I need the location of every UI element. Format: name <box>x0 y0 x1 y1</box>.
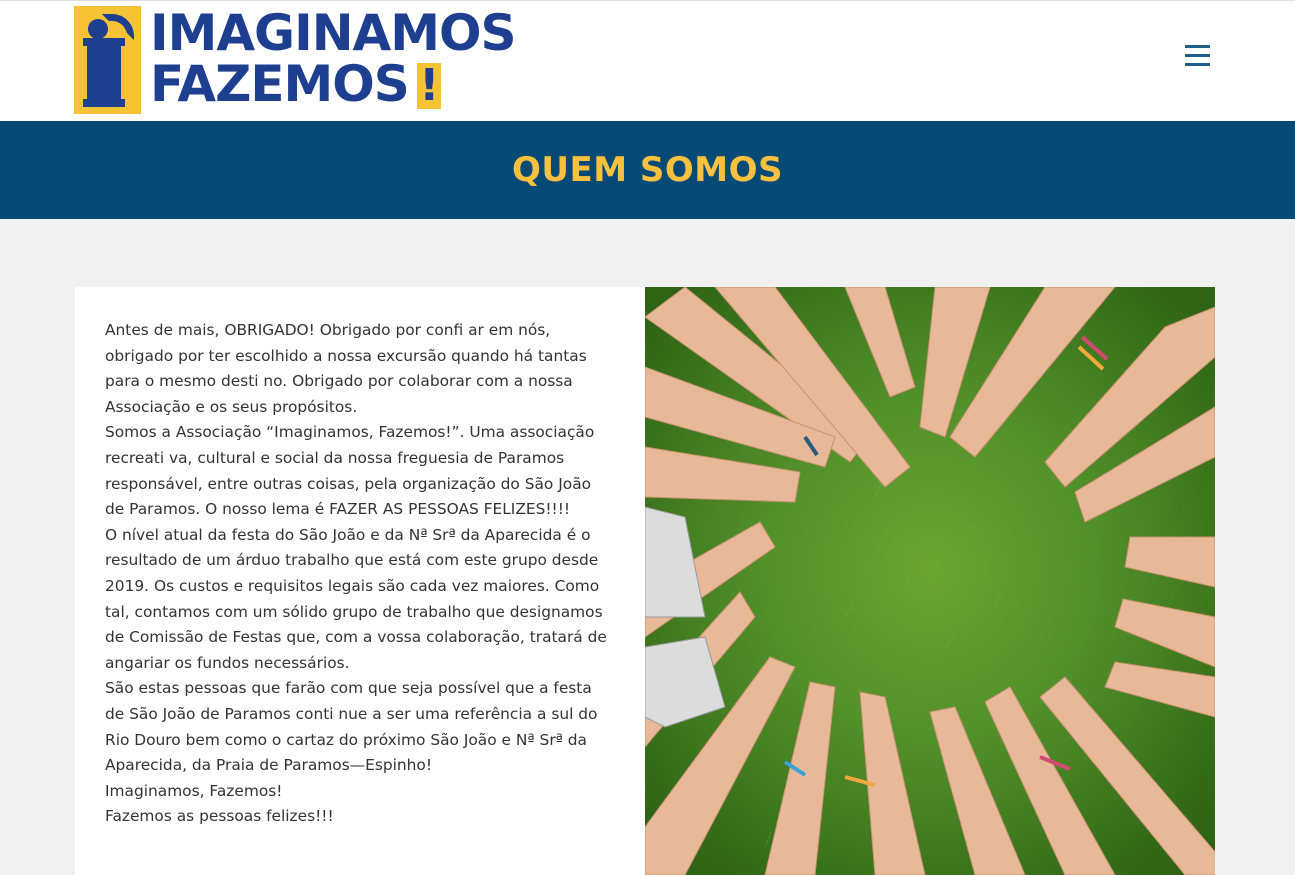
logo-line-1: IMAGINAMOS <box>150 4 516 62</box>
about-paragraph-1: Antes de mais, OBRIGADO! Obrigado por confi ar em nós, obrigado por ter escolhido a nossa excursão quando há tantas para o mesmo desti no. Obrigado por colaborar com a nossa Associação e os seus propósitos. <box>105 321 587 416</box>
about-paragraph-3: O nível atual da festa do São João e da Nª Srª da Aparecida é o resultado de um árduo trabalho que está com este grupo desde 2019. Os custos e requisitos legais são cada vez maiores. Como tal, contamos com um sólido grupo de trabalho que designamos de Comissão de Festas que, com a vossa colaboração, tratará de angariar os fundos necessários. <box>105 525 607 672</box>
logo-exclamation: ! <box>417 63 441 109</box>
about-paragraph-5: Imaginamos, Fazemos! <box>105 781 283 800</box>
hands-circle-photo <box>645 287 1215 875</box>
photo-illustration <box>645 287 1215 875</box>
page-title-banner <box>0 121 1295 219</box>
logo-mark-icon <box>74 6 141 114</box>
about-paragraph-6: Fazemos as pessoas felizes!!! <box>105 807 334 826</box>
site-logo[interactable] <box>74 6 564 116</box>
logo-line-2: FAZEMOS <box>150 55 409 113</box>
logo-wordmark <box>150 4 516 113</box>
page-title: QUEM SOMOS <box>511 150 784 190</box>
about-paragraph-2: Somos a Associação “Imaginamos, Fazemos!”. Uma associação recreati va, cultural e social da nossa freguesia de Paramos responsável, entre outras coisas, pela organização do São João de Paramos. O nosso lema é FAZER AS PESSOAS FELIZES!!!! <box>105 423 595 519</box>
hamburger-menu-icon[interactable] <box>1185 43 1213 69</box>
site-header <box>0 0 1295 121</box>
about-text-card <box>75 287 645 875</box>
about-paragraph-4: São estas pessoas que farão com que seja possível que a festa de São João de Paramos conti nue a ser uma referência a sul do Rio Douro bem como o cartaz do próximo São João e Nª Srª da Aparecida, da Praia de Paramos—Espinho! <box>105 679 598 775</box>
